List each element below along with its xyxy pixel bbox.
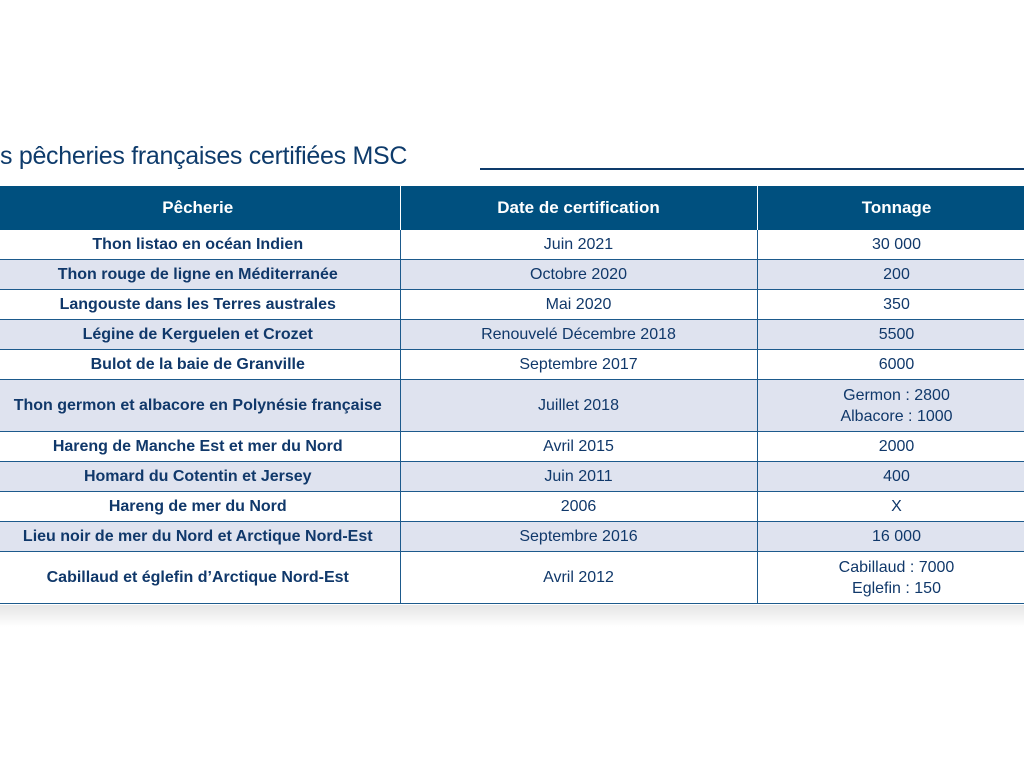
tonnage-line: 16 000 bbox=[872, 528, 921, 545]
table-row bbox=[0, 522, 1024, 552]
tonnage-line: 200 bbox=[883, 266, 910, 283]
table-body bbox=[0, 230, 1024, 604]
tonnage-line: Albacore : 1000 bbox=[840, 407, 953, 425]
cell-tonnage bbox=[757, 350, 1024, 380]
tonnage-line: 5500 bbox=[878, 326, 915, 343]
cell-date: Avril 2015 bbox=[400, 432, 757, 462]
cell-date: Mai 2020 bbox=[400, 290, 757, 320]
table-row bbox=[0, 260, 1024, 290]
table-row bbox=[0, 432, 1024, 462]
cell-fishery: Lieu noir de mer du Nord et Arctique Nord-Est bbox=[0, 522, 400, 552]
tonnage-line: 350 bbox=[883, 296, 910, 313]
cell-fishery: Hareng de Manche Est et mer du Nord bbox=[0, 432, 400, 462]
table-title: s pêcheries françaises certifiées MSC bbox=[0, 142, 408, 170]
cell-tonnage bbox=[757, 492, 1024, 522]
cell-fishery: Thon rouge de ligne en Méditerranée bbox=[0, 260, 400, 290]
cell-tonnage bbox=[757, 320, 1024, 350]
cell-date: 2006 bbox=[400, 492, 757, 522]
cell-date: Avril 2012 bbox=[400, 552, 757, 604]
table-row bbox=[0, 320, 1024, 350]
table-row bbox=[0, 380, 1024, 432]
cell-date: Septembre 2016 bbox=[400, 522, 757, 552]
cell-fishery: Hareng de mer du Nord bbox=[0, 492, 400, 522]
cell-tonnage bbox=[757, 432, 1024, 462]
cell-fishery: Légine de Kerguelen et Crozet bbox=[0, 320, 400, 350]
cell-fishery: Bulot de la baie de Granville bbox=[0, 350, 400, 380]
tonnage-line: 30 000 bbox=[872, 236, 921, 253]
tonnage-line: Cabillaud : 7000 bbox=[838, 558, 955, 576]
cell-fishery: Homard du Cotentin et Jersey bbox=[0, 462, 400, 492]
tonnage-line: Eglefin : 150 bbox=[852, 579, 941, 597]
cell-date: Juillet 2018 bbox=[400, 380, 757, 432]
table-row bbox=[0, 462, 1024, 492]
table-row bbox=[0, 552, 1024, 604]
cell-fishery: Langouste dans les Terres australes bbox=[0, 290, 400, 320]
table-row bbox=[0, 492, 1024, 522]
table-row bbox=[0, 290, 1024, 320]
cell-tonnage bbox=[757, 552, 1024, 604]
cell-tonnage bbox=[757, 230, 1024, 260]
cell-date: Renouvelé Décembre 2018 bbox=[400, 320, 757, 350]
tonnage-line: X bbox=[891, 498, 902, 515]
cell-fishery: Cabillaud et églefin d’Arctique Nord-Est bbox=[0, 552, 400, 604]
cell-date: Octobre 2020 bbox=[400, 260, 757, 290]
cell-tonnage bbox=[757, 522, 1024, 552]
cell-tonnage bbox=[757, 260, 1024, 290]
table-header bbox=[0, 186, 1024, 230]
tonnage-line: 400 bbox=[883, 468, 910, 485]
cell-date: Juin 2021 bbox=[400, 230, 757, 260]
tonnage-line: 2000 bbox=[878, 438, 915, 455]
header-date: Date de certification bbox=[400, 186, 757, 230]
cell-tonnage bbox=[757, 462, 1024, 492]
tonnage-line: Germon : 2800 bbox=[843, 386, 950, 404]
header-fishery: Pêcherie bbox=[0, 186, 400, 230]
header-tonnage: Tonnage bbox=[757, 186, 1024, 230]
table-row bbox=[0, 230, 1024, 260]
title-underline bbox=[480, 168, 1024, 170]
header-row bbox=[0, 186, 1024, 230]
table-row bbox=[0, 350, 1024, 380]
cell-fishery: Thon germon et albacore en Polynésie française bbox=[0, 380, 400, 432]
tonnage-line: 6000 bbox=[878, 356, 915, 373]
table-shadow bbox=[0, 605, 1024, 627]
cell-tonnage bbox=[757, 290, 1024, 320]
cell-tonnage bbox=[757, 380, 1024, 432]
fisheries-table bbox=[0, 186, 1024, 604]
cell-date: Juin 2011 bbox=[400, 462, 757, 492]
cell-fishery: Thon listao en océan Indien bbox=[0, 230, 400, 260]
cell-date: Septembre 2017 bbox=[400, 350, 757, 380]
